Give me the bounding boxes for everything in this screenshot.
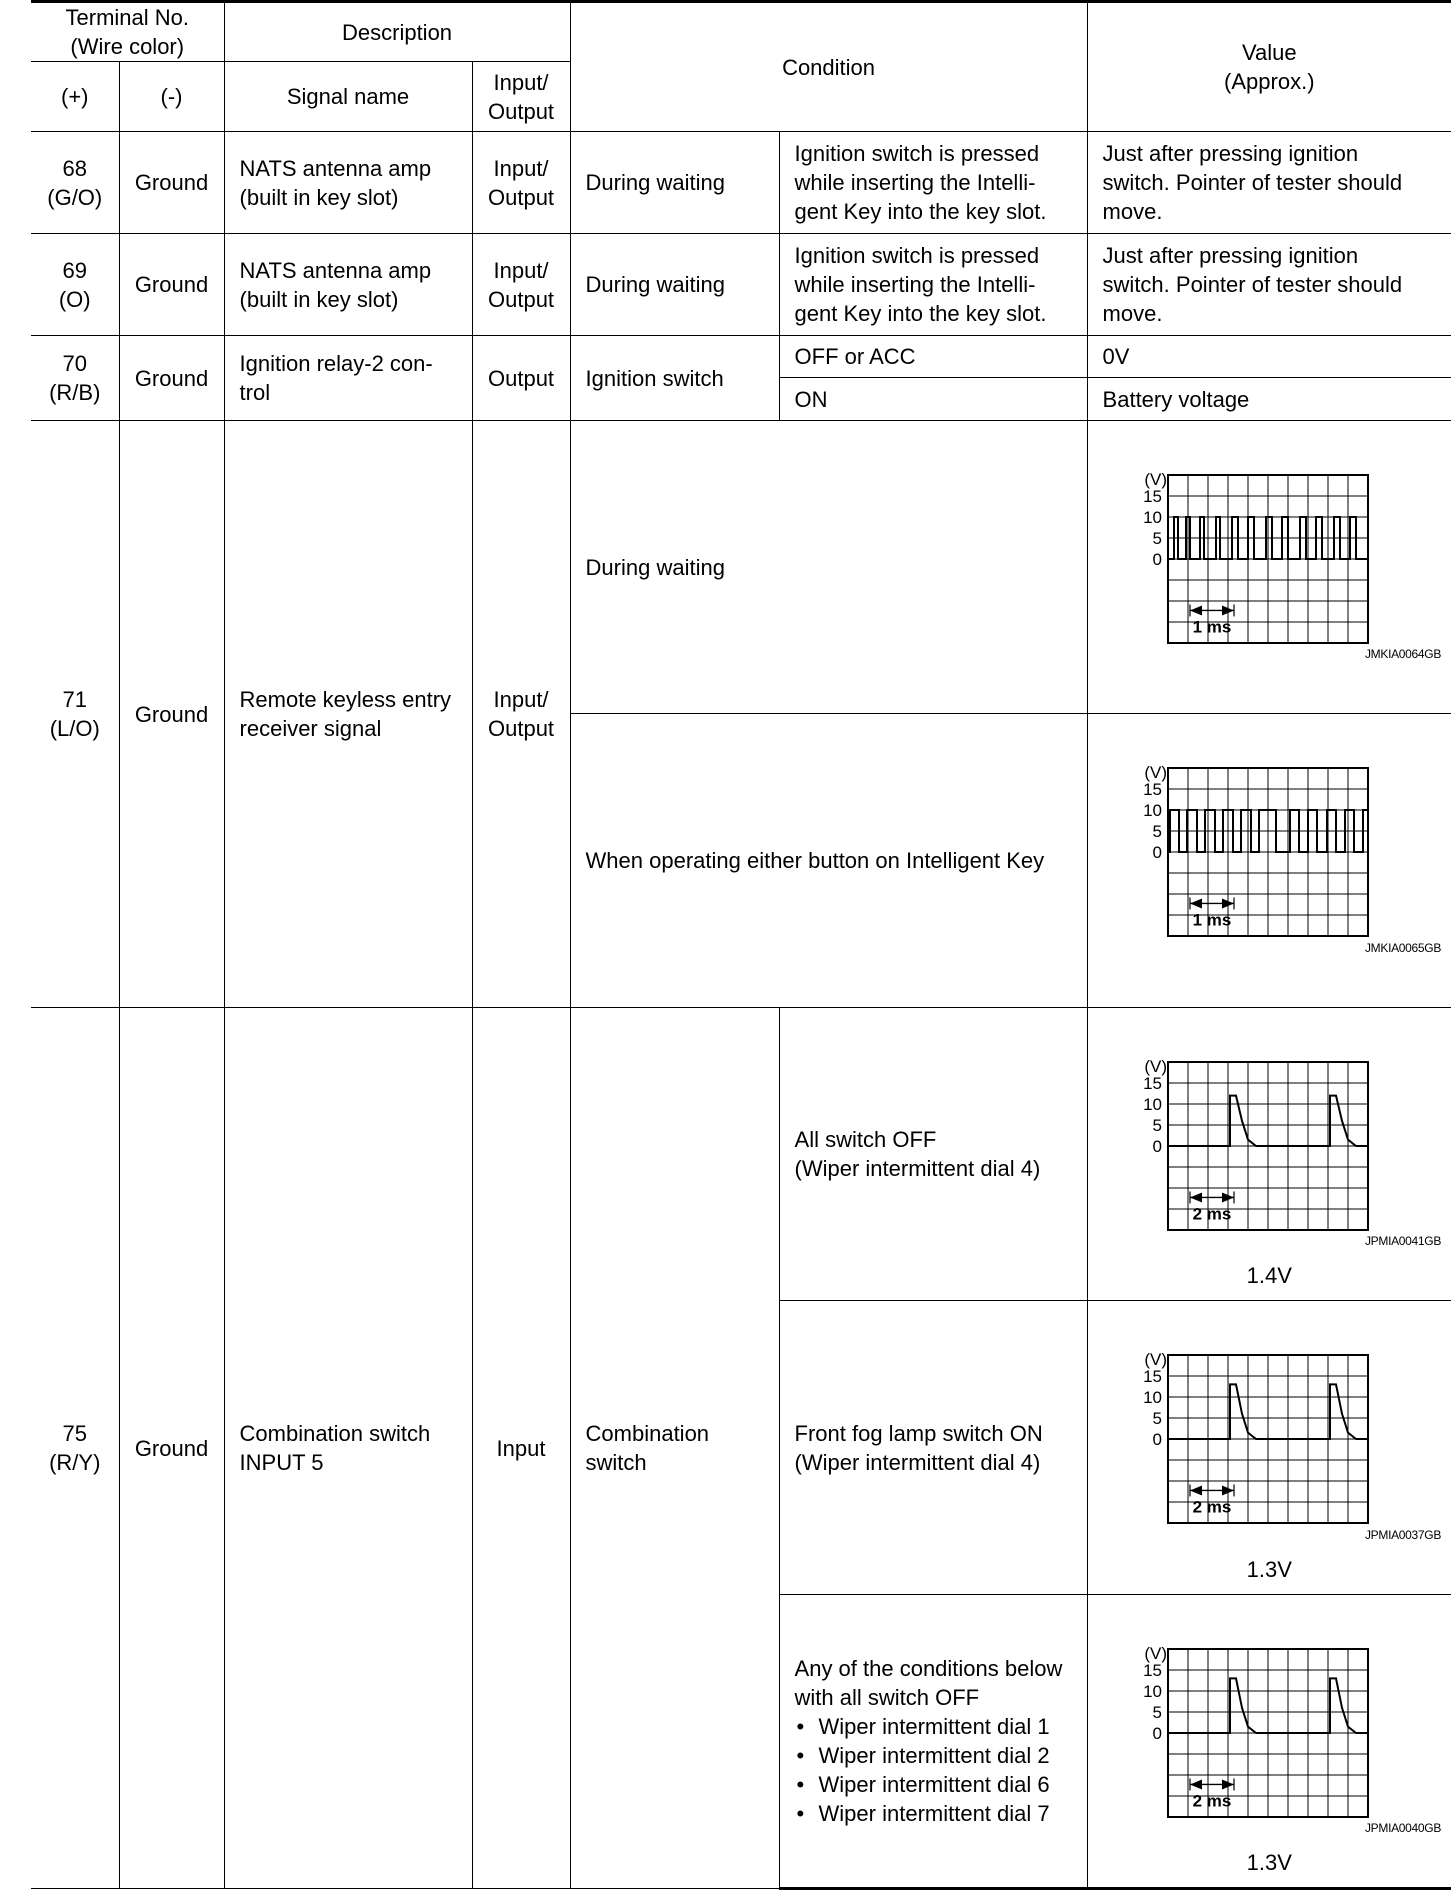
condition-69: During waiting [570,234,779,336]
header-plus: (+) [31,62,119,132]
y-tick-label: 0 [1152,1430,1162,1449]
condition-75-any [779,1595,1087,1889]
signal-75: Combination switch INPUT 5 [224,1008,472,1889]
condition-71-button: When operating either button on Intelligent Key [570,714,1087,1008]
signal-70: Ignition relay-2 con- trol [224,336,472,421]
waveform-plot [1130,469,1372,649]
time-base-arrow [1190,1779,1202,1789]
y-axis-unit: (V) [1143,1350,1167,1369]
list-item: • Wiper intermittent dial 2 [795,1741,1083,1770]
oscilloscope-svg [1130,1056,1372,1236]
oscilloscope-svg [1130,1349,1372,1529]
header-condition: Condition [570,2,1087,132]
terminal-68: 68 (G/O) [31,132,119,234]
y-tick-label: 0 [1152,843,1162,862]
io-68: Input/ Output [472,132,570,234]
y-tick-label: 15 [1142,487,1162,506]
waveform-cell-3 [1087,1008,1451,1301]
y-tick-label: 5 [1152,1409,1162,1428]
y-tick-label: 10 [1142,1682,1162,1701]
y-axis-unit: (V) [1143,1057,1167,1076]
condition-75-all-off: All switch OFF (Wiper intermittent dial 4) [779,1008,1087,1301]
condition-68: During waiting [570,132,779,234]
waveform-cell-5 [1087,1595,1451,1889]
condition-75-fog: Front fog lamp switch ON (Wiper intermittent dial 4) [779,1301,1087,1595]
header-terminal: Terminal No. (Wire color) [31,2,224,62]
oscilloscope-svg [1130,1643,1372,1823]
figure-code: JPMIA0041GB [1364,1234,1442,1248]
list-item: • Wiper intermittent dial 7 [795,1799,1083,1828]
time-base-label: 2 ms [1192,1497,1231,1517]
condition-detail-69: Ignition switch is pressed while inserting the Intelli- gent Key into the key slot. [779,234,1087,336]
io-71: Input/ Output [472,421,570,1008]
header-value: Value (Approx.) [1087,2,1451,132]
voltage-value: 1.4V [1246,1263,1292,1288]
waveform-plot [1130,762,1372,942]
value-70-off: 0V [1087,336,1451,378]
time-base-label: 2 ms [1192,1204,1231,1224]
io-75: Input [472,1008,570,1889]
waveform-cell-4 [1087,1301,1451,1595]
y-tick-label: 0 [1152,1724,1162,1743]
signal-71: Remote keyless entry receiver signal [224,421,472,1008]
figure-code: JPMIA0037GB [1364,1528,1442,1542]
y-tick-label: 5 [1152,822,1162,841]
ground-71: Ground [119,421,224,1008]
figure-code: JPMIA0040GB [1364,1821,1442,1835]
y-tick-label: 15 [1142,1661,1162,1680]
value-70-on: Battery voltage [1087,378,1451,421]
header-signal-name: Signal name [224,62,472,132]
value-69: Just after pressing ignition switch. Pointer of tester should move. [1087,234,1451,336]
condition-70: Ignition switch [570,336,779,421]
y-axis-unit: (V) [1143,763,1167,782]
y-tick-label: 10 [1142,801,1162,820]
list-item: • Wiper intermittent dial 6 [795,1770,1083,1799]
oscilloscope-svg [1130,469,1372,649]
condition-75-intro: Any of the conditions below with all switch OFF [794,1656,1063,1710]
condition-70-on: ON [779,378,1087,421]
y-tick-label: 5 [1152,1116,1162,1135]
time-base-arrow [1190,1192,1202,1202]
terminal-table [31,0,1451,1890]
io-70: Output [472,336,570,421]
terminal-75: 75 (R/Y) [31,1008,119,1889]
voltage-value: 1.3V [1246,1850,1292,1875]
y-tick-label: 15 [1142,1367,1162,1386]
terminal-71: 71 (L/O) [31,421,119,1008]
y-tick-label: 0 [1152,550,1162,569]
y-tick-label: 10 [1142,508,1162,527]
signal-69: NATS antenna amp (built in key slot) [224,234,472,336]
condition-detail-68: Ignition switch is pressed while inserting the Intelli- gent Key into the key slot. [779,132,1087,234]
y-tick-label: 5 [1152,529,1162,548]
condition-75: Combination switch [570,1008,779,1889]
time-base-label: 2 ms [1192,1791,1231,1811]
y-axis-unit: (V) [1143,470,1167,489]
y-tick-label: 10 [1142,1388,1162,1407]
header-minus: (-) [119,62,224,132]
y-tick-label: 15 [1142,1074,1162,1093]
list-item: • Wiper intermittent dial 1 [795,1712,1083,1741]
condition-70-off: OFF or ACC [779,336,1087,378]
voltage-value: 1.3V [1246,1557,1292,1582]
time-base-label: 1 ms [1192,617,1231,637]
condition-71-waiting: During waiting [570,421,1087,714]
ground-75: Ground [119,1008,224,1889]
ground-69: Ground [119,234,224,336]
header-description: Description [224,2,570,62]
waveform-plot [1130,1643,1372,1823]
time-base-label: 1 ms [1192,910,1231,930]
figure-code: JMKIA0064GB [1364,647,1442,661]
y-tick-label: 10 [1142,1095,1162,1114]
time-base-arrow [1190,1485,1202,1495]
ground-70: Ground [119,336,224,421]
terminal-70: 70 (R/B) [31,336,119,421]
time-base-arrow [1190,605,1202,615]
oscilloscope-svg [1130,762,1372,942]
y-tick-label: 5 [1152,1703,1162,1722]
waveform-cell-1 [1087,421,1451,714]
io-69: Input/ Output [472,234,570,336]
value-68: Just after pressing ignition switch. Pointer of tester should move. [1087,132,1451,234]
ground-68: Ground [119,132,224,234]
time-base-arrow [1190,898,1202,908]
waveform-plot [1130,1056,1372,1236]
y-tick-label: 0 [1152,1137,1162,1156]
terminal-69: 69 (O) [31,234,119,336]
y-axis-unit: (V) [1143,1644,1167,1663]
signal-68: NATS antenna amp (built in key slot) [224,132,472,234]
figure-code: JMKIA0065GB [1364,941,1442,955]
header-io: Input/ Output [472,62,570,132]
waveform-plot [1130,1349,1372,1529]
y-tick-label: 15 [1142,780,1162,799]
waveform-cell-2 [1087,714,1451,1008]
